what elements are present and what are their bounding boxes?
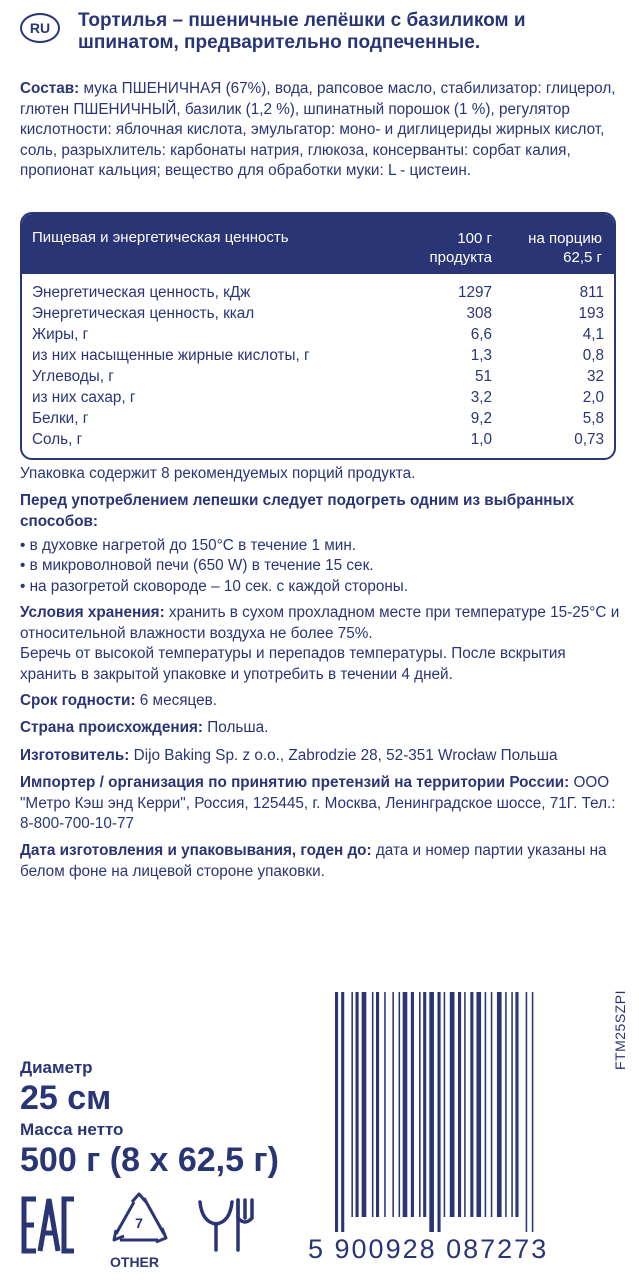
- manufacturer: [20, 746, 625, 767]
- barcode-bar: [497, 992, 502, 1217]
- row-label: Энергетическая ценность, кДж: [32, 284, 251, 301]
- barcode-bar: [399, 992, 401, 1217]
- diameter-value: 25 см: [20, 1079, 112, 1117]
- table-row: [32, 284, 604, 305]
- barcode-bar: [450, 992, 455, 1217]
- country-of-origin: [20, 718, 625, 739]
- importer-label: Импортер / организация по принятию претензий на территории России:: [20, 774, 570, 791]
- recycling-number: 7: [135, 1215, 143, 1231]
- portion-line2: 62,5 г: [563, 249, 602, 266]
- ingredients-label: Состав:: [20, 80, 80, 97]
- row-label: Углеводы, г: [32, 368, 114, 385]
- per100-line1: 100 г: [457, 230, 492, 247]
- row-per100: 1297: [457, 284, 492, 301]
- table-row: [32, 368, 604, 389]
- barcode: [335, 992, 588, 1232]
- eac-mark-icon: [20, 1195, 78, 1255]
- row-portion: 4,1: [582, 326, 604, 343]
- barcode-bar: [491, 992, 493, 1217]
- dates-value: дата и номер партии указаны на белом фоне на лицевой стороне упаковки.: [20, 842, 607, 880]
- table-row: [32, 347, 604, 368]
- heating-method-pan: • на разогретой сковороде – 10 сек. с каждой стороны.: [20, 578, 409, 595]
- table-row: [32, 410, 604, 431]
- origin-value: Польша.: [203, 719, 269, 736]
- row-label: из них насыщенные жирные кислоты, г: [32, 347, 310, 364]
- table-row: [32, 326, 604, 347]
- ingredients-text: мука ПШЕНИЧНАЯ (67%), вода, рапсовое масло, стабилизатор: глицерол, глютен ПШЕНИЧНЫЙ, базилик (1,2 %), шпинатный порошок (1 %), регулятор кислотности: яблочная кислота, эмульгатор: моно- и диглицериды жирных кислот, соль, разрыхлитель: карбонаты натрия, глюкоза, консерванты: сорбат калия, пропионат кальция; вещество для обработки муки: L - цистеин.: [20, 80, 616, 180]
- heating-method-oven: • в духовке нагретой до 150°C в течение 1 мин.: [20, 537, 357, 554]
- production-dates: [20, 841, 625, 882]
- barcode-digits: 5 900928 087273: [308, 1234, 549, 1264]
- barcode-bar: [526, 992, 528, 1232]
- barcode-bar: [392, 992, 394, 1217]
- size-weight-block: [20, 1058, 279, 1180]
- product-code: FTM25SZPI: [612, 990, 628, 1070]
- row-portion: 2,0: [582, 389, 604, 406]
- shelf-life: [20, 691, 625, 712]
- barcode-bar: [341, 992, 344, 1232]
- barcode-bar: [362, 992, 367, 1217]
- barcode-bar: [351, 992, 353, 1217]
- barcode-bar: [485, 992, 487, 1217]
- row-label: Энергетическая ценность, ккал: [32, 305, 255, 322]
- language-badge: RU: [20, 13, 60, 43]
- barcode-bar: [372, 992, 374, 1217]
- barcode-bar: [419, 992, 421, 1217]
- storage-label: Условия хранения:: [20, 604, 165, 621]
- nutrition-header-portion: [502, 229, 602, 267]
- barcode-bar: [476, 992, 481, 1217]
- row-portion: 811: [579, 284, 604, 301]
- barcode-bar: [356, 992, 359, 1217]
- storage-block: [20, 603, 625, 644]
- row-portion: 32: [586, 368, 604, 385]
- barcode-bar: [438, 992, 441, 1232]
- barcode-bar: [505, 992, 507, 1217]
- barcode-bar: [444, 992, 446, 1217]
- barcode-bar: [384, 992, 386, 1217]
- nutrition-table-header: [22, 214, 614, 274]
- per100-line2: продукта: [429, 249, 492, 266]
- row-portion: 5,8: [582, 410, 604, 427]
- row-portion: 0,8: [582, 347, 604, 364]
- barcode-bar: [464, 992, 466, 1217]
- shelf-life-label: Срок годности:: [20, 692, 136, 709]
- recycling-label: OTHER: [110, 1254, 159, 1270]
- importer: [20, 773, 625, 835]
- manufacturer-label: Изготовитель:: [20, 747, 130, 764]
- row-label: Соль, г: [32, 431, 83, 448]
- nutrition-header-per100: [404, 229, 492, 267]
- heating-title: Перед употреблением лепешки следует подогреть одним из выбранных способов:: [20, 492, 575, 530]
- food-contact-icon: [196, 1196, 254, 1254]
- row-per100: 9,2: [470, 410, 492, 427]
- importer-value: ООО "Метро Кэш энд Керри", Россия, 125445, г. Москва, Ленинградское шоссе, 71Г. Тел.: 8-800-700-10-77: [20, 774, 616, 833]
- row-per100: 308: [466, 305, 492, 322]
- barcode-bar: [411, 992, 414, 1217]
- row-portion: 193: [578, 305, 604, 322]
- row-portion: 0,73: [574, 431, 604, 448]
- nutrition-table: [20, 212, 616, 460]
- barcode-bar: [511, 992, 513, 1217]
- storage-text: хранить в сухом прохладном месте при температуре 15-25°C и относительной влажности воздуха не более 75%.: [20, 604, 620, 642]
- barcode-bar: [403, 992, 408, 1217]
- row-label: Жиры, г: [32, 326, 89, 343]
- mass-value: 500 г (8 x 62,5 г): [20, 1141, 279, 1179]
- dates-label: Дата изготовления и упаковывания, годен до:: [20, 842, 372, 859]
- storage-text-2: Беречь от высокой температуры и перепадов температуры. После вскрытия хранить в закрытой упаковке и употребить в течении 4 дней.: [20, 645, 566, 683]
- table-row: [32, 431, 604, 452]
- barcode-bar: [335, 992, 338, 1232]
- ingredients-block: [20, 79, 625, 182]
- origin-label: Страна происхождения:: [20, 719, 204, 736]
- portions-note: Упаковка содержит 8 рекомендуемых порций продукта.: [20, 465, 416, 482]
- barcode-bar: [458, 992, 461, 1217]
- mass-label: Масса нетто: [20, 1120, 124, 1139]
- row-per100: 6,6: [470, 326, 492, 343]
- table-row: [32, 389, 604, 410]
- heating-method-microwave: • в микроволновой печи (650 W) в течение 15 сек.: [20, 557, 374, 574]
- row-per100: 3,2: [470, 389, 492, 406]
- table-row: [32, 305, 604, 326]
- row-label: из них сахар, г: [32, 389, 136, 406]
- manufacturer-value: Dijo Baking Sp. z o.o., Zabrodzie 28, 52-351 Wrocław Польша: [129, 747, 558, 764]
- barcode-bar: [429, 992, 434, 1232]
- barcode-bar: [376, 992, 379, 1217]
- barcode-bar: [470, 992, 473, 1217]
- barcode-bar: [423, 992, 426, 1217]
- row-per100: 51: [474, 368, 492, 385]
- product-title: Тортилья – пшеничные лепёшки с базиликом и шпинатом, предварительно подпеченные.: [78, 10, 526, 53]
- shelf-life-value: 6 месяцев.: [135, 692, 217, 709]
- row-per100: 1,3: [470, 347, 492, 364]
- barcode-bar: [515, 992, 518, 1217]
- row-per100: 1,0: [470, 431, 492, 448]
- diameter-label: Диаметр: [20, 1058, 93, 1077]
- row-label: Белки, г: [32, 410, 89, 427]
- barcode-bar: [532, 992, 534, 1232]
- recycling-symbol-icon: [106, 1190, 172, 1252]
- nutrition-header-name: Пищевая и энергетическая ценность: [32, 229, 289, 246]
- portion-line1: на порцию: [528, 230, 602, 247]
